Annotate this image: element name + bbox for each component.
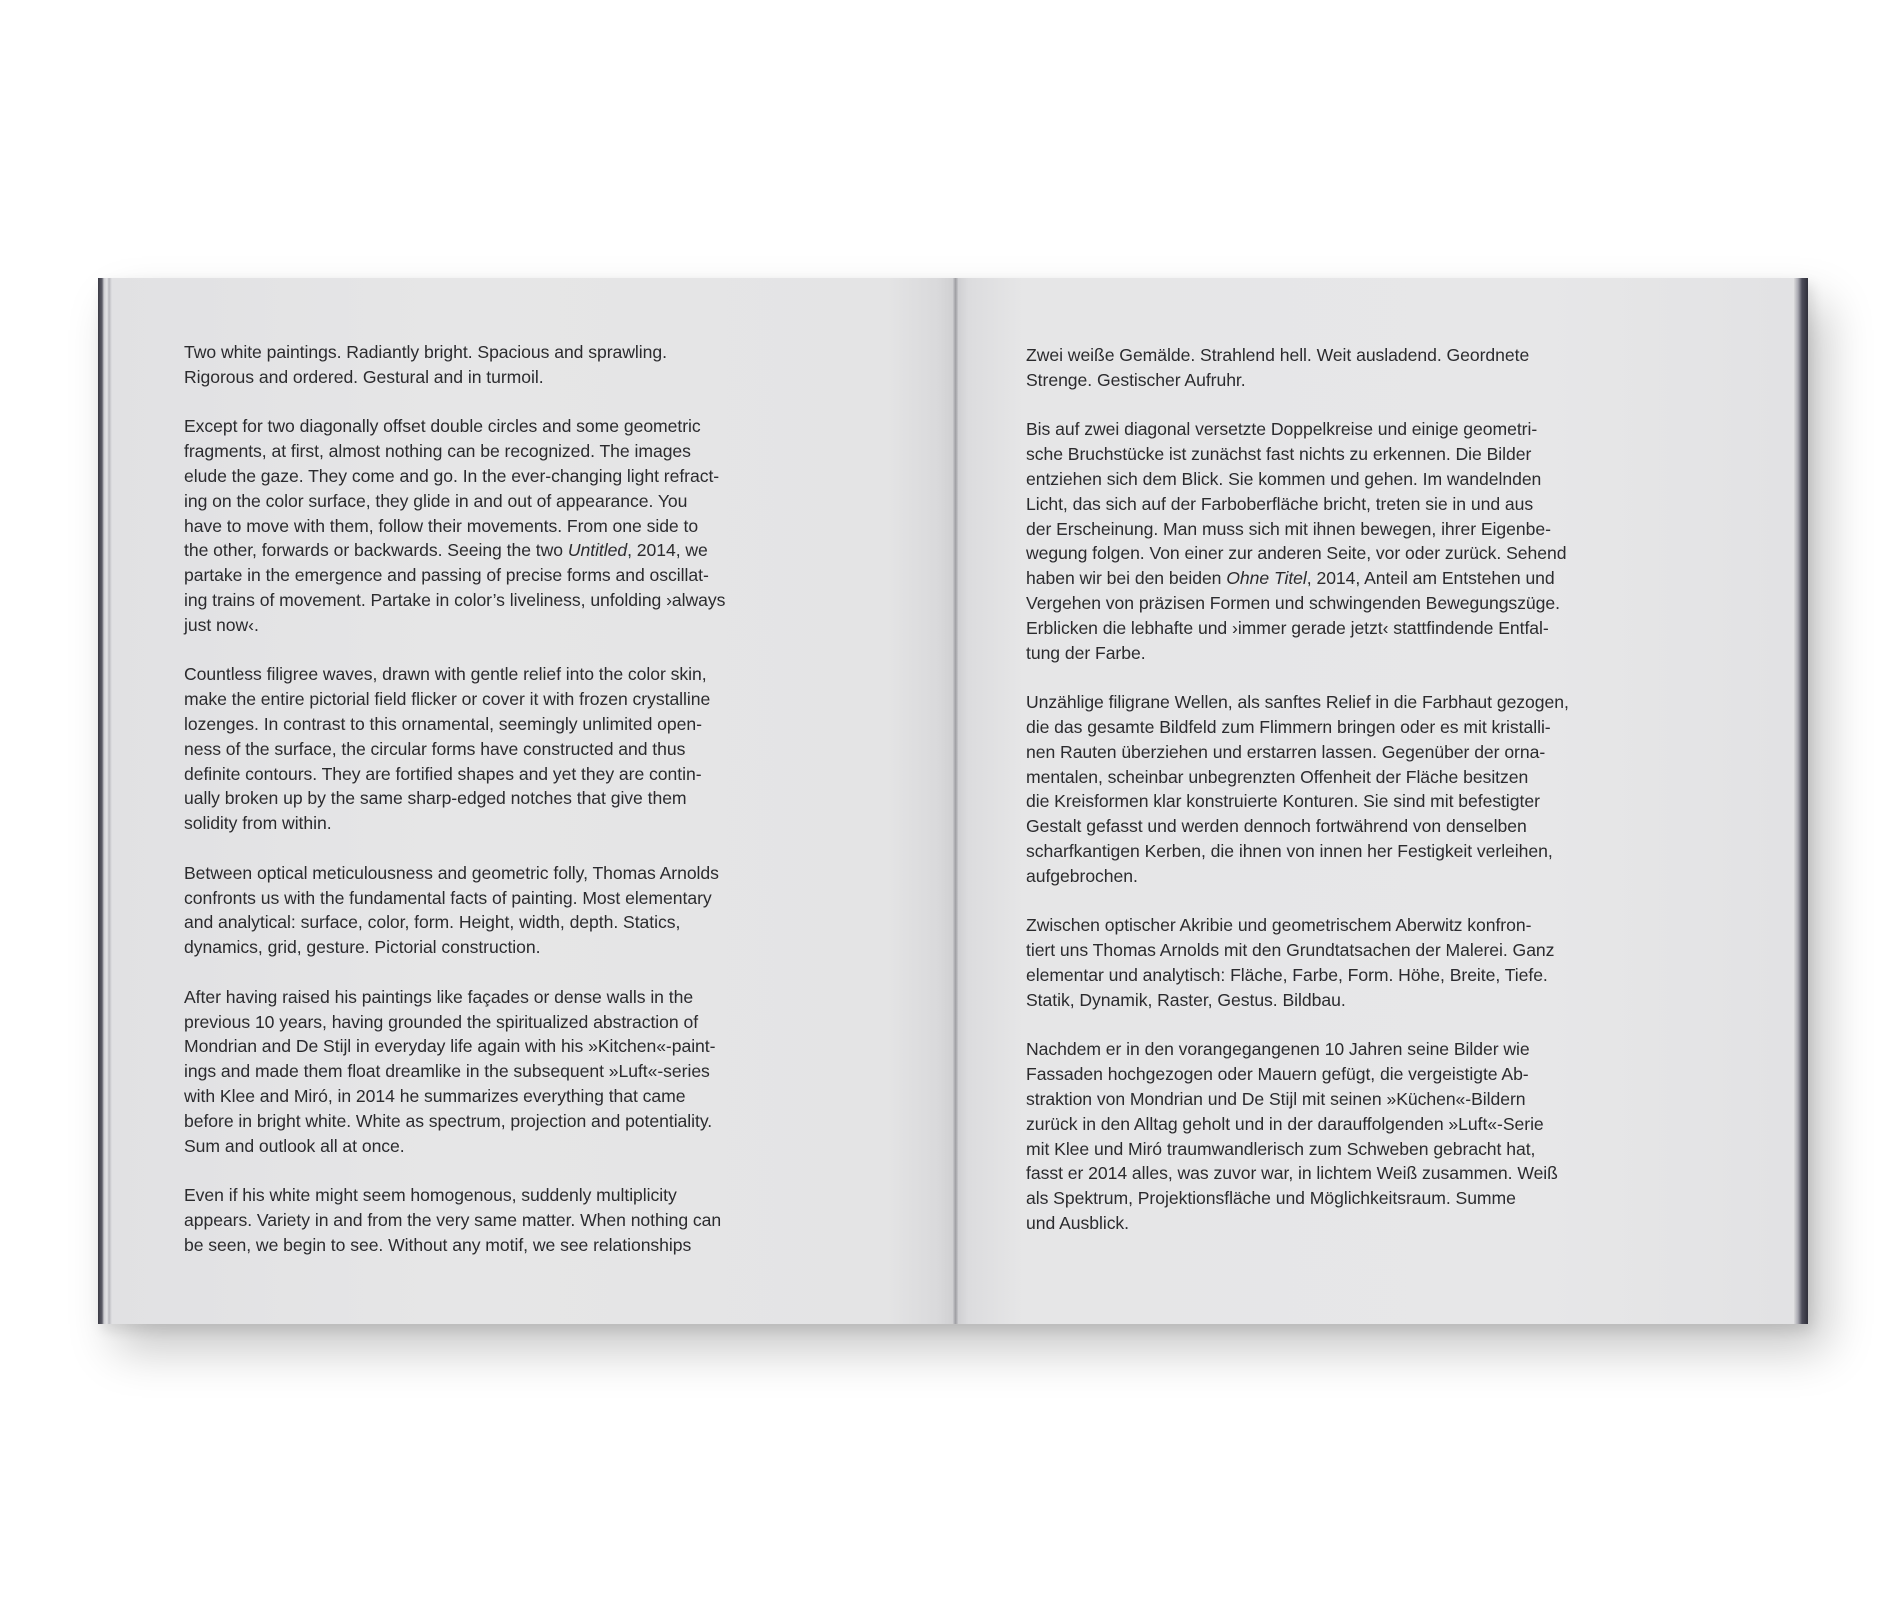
english-text-segment: lozenges. In contrast to this ornamental, seemingly unlimited open-: [184, 713, 702, 734]
english-paragraph: [184, 861, 764, 960]
german-text-segment: elementar und analytisch: Fläche, Farbe, Form. Höhe, Breite, Tiefe.: [1026, 964, 1548, 985]
english-text-segment: Two white paintings. Radiantly bright. Spacious and sprawling.: [184, 342, 667, 362]
german-text-segment: wegung folgen. Von einer zur anderen Seite, vor oder zurück. Sehend: [1026, 543, 1567, 564]
english-text-segment: be seen, we begin to see. Without any motif, we see relationships: [184, 1234, 692, 1255]
english-text-line: [184, 762, 764, 787]
german-text-segment: Licht, das sich auf der Farboberfläche bricht, treten sie in und aus: [1026, 493, 1534, 514]
english-text-segment: ually broken up by the same sharp-edged notches that give them: [184, 788, 687, 809]
german-text-line: [1026, 1186, 1606, 1211]
german-text-segment: aufgebrochen.: [1026, 865, 1138, 886]
english-text-line: [184, 1034, 764, 1059]
german-text-line: [1026, 690, 1606, 715]
english-text-segment: before in bright white. White as spectrum, projection and potentiality.: [184, 1110, 713, 1131]
german-text-segment: nen Rauten überziehen und erstarren lassen. Gegenüber der orna-: [1026, 741, 1546, 762]
english-text-line: [184, 365, 764, 390]
english-text-line: [184, 811, 764, 836]
german-text-line: [1026, 913, 1606, 938]
german-text-segment: Bis auf zwei diagonal versetzte Doppelkreise und einige geometri-: [1026, 419, 1538, 440]
german-text-line: [1026, 1211, 1606, 1236]
english-text-segment: definite contours. They are fortified shapes and yet they are contin-: [184, 763, 702, 784]
english-paragraph: [184, 340, 764, 390]
english-text-segment: make the entire pictorial field flicker or cover it with frozen crystalline: [184, 689, 711, 710]
german-text-line: [1026, 566, 1606, 591]
german-text-column: [1026, 343, 1606, 1236]
german-text-line: [1026, 839, 1606, 864]
german-text-segment: und Ausblick.: [1026, 1212, 1130, 1233]
german-text-line: [1026, 1112, 1606, 1137]
german-text-segment: Zwischen optischer Akribie und geometrischem Aberwitz konfron-: [1026, 915, 1532, 936]
english-paragraph: [184, 414, 764, 637]
book-right-edge: [1794, 278, 1808, 1324]
german-text-line: [1026, 740, 1606, 765]
english-text-segment: Sum and outlook all at once.: [184, 1135, 405, 1156]
german-text-segment: haben wir bei den beiden: [1026, 568, 1227, 589]
german-text-line: [1026, 1037, 1606, 1062]
book-left-edge: [98, 278, 112, 1324]
german-text-line: [1026, 368, 1606, 393]
english-text-line: [184, 886, 764, 911]
english-text-line: [184, 588, 764, 613]
german-text-line: [1026, 616, 1606, 641]
german-text-line: [1026, 492, 1606, 517]
english-paragraph: [184, 985, 764, 1159]
german-text-line: [1026, 814, 1606, 839]
english-text-segment: have to move with them, follow their movements. From one side to: [184, 515, 699, 536]
german-text-segment: der Erscheinung. Man muss sich mit ihnen bewegen, ihrer Eigenbe-: [1026, 518, 1551, 539]
german-text-line: [1026, 1161, 1606, 1186]
english-text-line: [184, 662, 764, 687]
english-text-segment: the other, forwards or backwards. Seeing the two: [184, 540, 568, 561]
german-text-line: [1026, 864, 1606, 889]
german-text-line: [1026, 765, 1606, 790]
german-text-segment: , 2014, Anteil am Entstehen und: [1306, 568, 1555, 589]
english-text-line: [184, 1134, 764, 1159]
english-text-line: [184, 538, 764, 563]
german-text-segment: scharfkantigen Kerben, die ihnen von innen her Festigkeit verleihen,: [1026, 840, 1553, 861]
english-text-line: [184, 1183, 764, 1208]
german-text-segment: tiert uns Thomas Arnolds mit den Grundtatsachen der Malerei. Ganz: [1026, 940, 1555, 961]
english-text-segment: Even if his white might seem homogenous, suddenly multiplicity: [184, 1185, 677, 1206]
german-text-segment: Unzählige filigrane Wellen, als sanftes Relief in die Farbhaut gezogen,: [1026, 692, 1569, 713]
german-text-line: [1026, 591, 1606, 616]
book-gutter: [953, 278, 958, 1324]
english-text-line: [184, 1208, 764, 1233]
english-text-segment: fragments, at first, almost nothing can be recognized. The images: [184, 441, 691, 462]
english-paragraph: [184, 1183, 764, 1257]
english-text-line: [184, 340, 764, 365]
english-text-segment: ness of the surface, the circular forms have constructed and thus: [184, 738, 686, 759]
german-text-segment: Zwei weiße Gemälde. Strahlend hell. Weit ausladend. Geordnete: [1026, 345, 1530, 365]
english-text-segment: ing trains of movement. Partake in color’s liveliness, unfolding ›always: [184, 589, 726, 610]
german-italic-title: Ohne Titel: [1226, 568, 1307, 589]
german-text-line: [1026, 442, 1606, 467]
german-paragraph: [1026, 913, 1606, 1012]
german-paragraph: [1026, 690, 1606, 888]
english-text-segment: dynamics, grid, gesture. Pictorial construction.: [184, 937, 541, 958]
german-text-line: [1026, 963, 1606, 988]
german-paragraph: [1026, 343, 1606, 393]
english-paragraph: [184, 662, 764, 836]
english-text-segment: Between optical meticulousness and geometric folly, Thomas Arnolds: [184, 862, 719, 883]
english-text-segment: elude the gaze. They come and go. In the ever-changing light refract-: [184, 465, 720, 486]
german-text-line: [1026, 1137, 1606, 1162]
english-text-line: [184, 786, 764, 811]
english-text-line: [184, 985, 764, 1010]
english-text-segment: and analytical: surface, color, form. Height, width, depth. Statics,: [184, 912, 681, 933]
german-text-segment: tung der Farbe.: [1026, 642, 1146, 663]
german-text-segment: mentalen, scheinbar unbegrenzten Offenheit der Fläche besitzen: [1026, 766, 1529, 787]
english-text-line: [184, 1233, 764, 1258]
german-text-segment: sche Bruchstücke ist zunächst fast nichts zu erkennen. Die Bilder: [1026, 444, 1532, 465]
english-text-line: [184, 687, 764, 712]
english-text-line: [184, 514, 764, 539]
english-text-segment: Countless filigree waves, drawn with gentle relief into the color skin,: [184, 664, 707, 685]
german-paragraph: [1026, 417, 1606, 665]
english-text-line: [184, 1109, 764, 1134]
german-text-segment: Strenge. Gestischer Aufruhr.: [1026, 369, 1246, 390]
english-text-segment: ings and made them float dreamlike in the subsequent »Luft«-series: [184, 1061, 710, 1082]
german-text-segment: entziehen sich dem Blick. Sie kommen und gehen. Im wandelnden: [1026, 468, 1542, 489]
english-text-line: [184, 712, 764, 737]
german-text-line: [1026, 417, 1606, 442]
english-text-segment: Rigorous and ordered. Gestural and in turmoil.: [184, 366, 544, 387]
german-text-line: [1026, 1087, 1606, 1112]
english-text-segment: just now‹.: [184, 614, 259, 635]
english-text-segment: previous 10 years, having grounded the spiritualized abstraction of: [184, 1011, 699, 1032]
german-text-line: [1026, 517, 1606, 542]
german-text-segment: straktion von Mondrian und De Stijl mit seinen »Küchen«-Bildern: [1026, 1088, 1526, 1109]
german-text-line: [1026, 467, 1606, 492]
english-text-segment: , 2014, we: [627, 540, 708, 561]
german-text-line: [1026, 641, 1606, 666]
german-text-segment: mit Klee und Miró traumwandlerisch zum Schweben gebracht hat,: [1026, 1138, 1536, 1159]
english-text-line: [184, 935, 764, 960]
english-text-line: [184, 563, 764, 588]
english-text-segment: Mondrian and De Stijl in everyday life again with his »Kitchen«-paint-: [184, 1036, 716, 1057]
english-text-line: [184, 1059, 764, 1084]
english-text-segment: ing on the color surface, they glide in and out of appearance. You: [184, 490, 688, 511]
english-text-segment: After having raised his paintings like façades or dense walls in the: [184, 986, 694, 1007]
german-text-segment: die Kreisformen klar konstruierte Konturen. Sie sind mit befestigter: [1026, 791, 1540, 812]
english-text-segment: with Klee and Miró, in 2014 he summarizes everything that came: [184, 1085, 686, 1106]
german-text-segment: als Spektrum, Projektionsfläche und Möglichkeitsraum. Summe: [1026, 1188, 1516, 1209]
english-text-line: [184, 1084, 764, 1109]
english-text-segment: confronts us with the fundamental facts of painting. Most elementary: [184, 887, 712, 908]
german-text-segment: Erblicken die lebhafte und ›immer gerade jetzt‹ stattfindende Entfal-: [1026, 617, 1549, 638]
german-text-segment: Vergehen von präzisen Formen und schwingenden Bewegungszüge.: [1026, 592, 1560, 613]
german-text-line: [1026, 541, 1606, 566]
german-text-line: [1026, 715, 1606, 740]
english-text-line: [184, 613, 764, 638]
english-text-line: [184, 1010, 764, 1035]
german-text-segment: Nachdem er in den vorangegangenen 10 Jahren seine Bilder wie: [1026, 1039, 1530, 1060]
english-text-column: [184, 340, 764, 1257]
english-text-line: [184, 464, 764, 489]
english-text-line: [184, 414, 764, 439]
german-paragraph: [1026, 1037, 1606, 1235]
english-text-line: [184, 910, 764, 935]
english-text-segment: solidity from within.: [184, 813, 332, 834]
german-text-segment: fasst er 2014 alles, was zuvor war, in lichtem Weiß zusammen. Weiß: [1026, 1163, 1558, 1184]
german-text-segment: zurück in den Alltag geholt und in der darauffolgenden »Luft«-Serie: [1026, 1113, 1544, 1134]
german-text-segment: Gestalt gefasst und werden dennoch fortwährend von denselben: [1026, 816, 1527, 837]
english-text-segment: appears. Variety in and from the very same matter. When nothing can: [184, 1209, 722, 1230]
german-text-line: [1026, 789, 1606, 814]
german-text-line: [1026, 988, 1606, 1013]
german-text-line: [1026, 938, 1606, 963]
english-text-segment: partake in the emergence and passing of precise forms and oscillat-: [184, 565, 709, 586]
english-text-line: [184, 489, 764, 514]
english-text-line: [184, 439, 764, 464]
german-text-segment: die das gesamte Bildfeld zum Flimmern bringen oder es mit kristalli-: [1026, 716, 1551, 737]
english-italic-title: Untitled: [567, 540, 628, 561]
german-text-segment: Fassaden hochgezogen oder Mauern gefügt, die vergeistigte Ab-: [1026, 1064, 1529, 1085]
german-text-segment: Statik, Dynamik, Raster, Gestus. Bildbau.: [1026, 989, 1346, 1010]
english-text-segment: Except for two diagonally offset double circles and some geometric: [184, 416, 701, 437]
english-text-line: [184, 737, 764, 762]
german-text-line: [1026, 343, 1606, 368]
german-text-line: [1026, 1062, 1606, 1087]
english-text-line: [184, 861, 764, 886]
